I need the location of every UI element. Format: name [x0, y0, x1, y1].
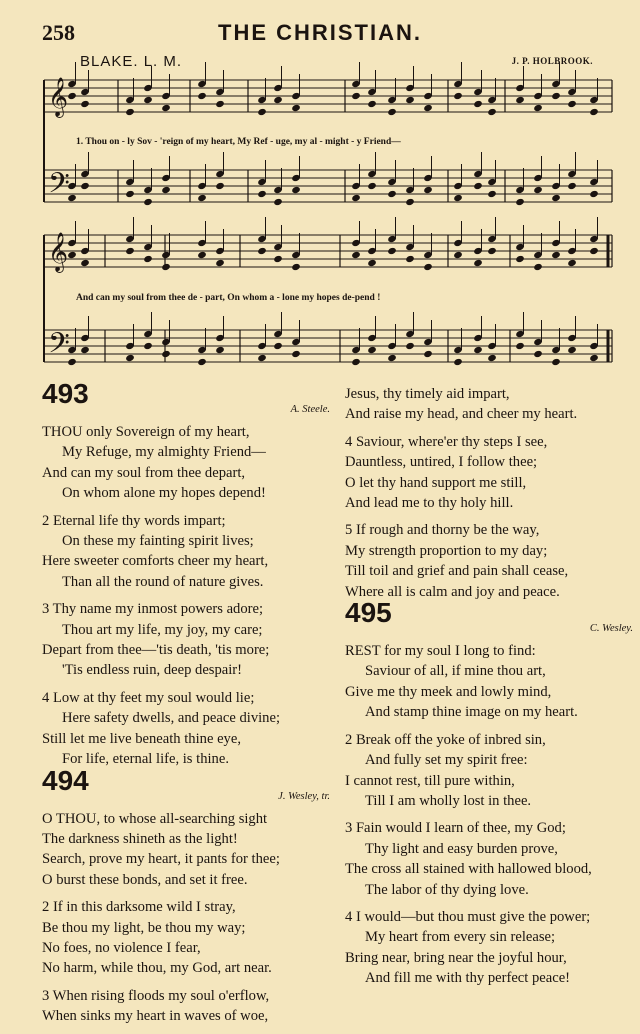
note-head	[387, 190, 397, 198]
stanza-2	[42, 511, 342, 593]
note-head	[80, 346, 90, 354]
note-head	[143, 198, 153, 206]
stanza-1	[42, 809, 342, 891]
note-head	[125, 190, 135, 198]
verse-line: Than all the round of nature gives.	[62, 573, 264, 590]
clef-glyphs	[48, 77, 70, 367]
note-head	[405, 96, 415, 104]
note-head	[487, 247, 497, 255]
verse-line: No harm, while thou, my God, art near.	[42, 960, 272, 977]
clef-glyph: 𝄞	[48, 77, 69, 117]
left-column	[42, 378, 342, 1034]
verse-line: The darkness shineth as the light!	[42, 830, 238, 847]
verse-line: My heart from every sin release;	[365, 929, 556, 946]
verse-line: And stamp thine image on my heart.	[365, 704, 578, 721]
note-head	[67, 251, 77, 259]
note-head	[215, 346, 225, 354]
note-head	[161, 263, 171, 271]
stanza-1	[345, 641, 640, 723]
clef-glyph: 𝄢	[48, 167, 70, 207]
note-head	[351, 358, 361, 366]
verse-line: 4 Saviour, where'er thy steps I see,	[345, 433, 548, 450]
note-head	[125, 354, 135, 362]
note-head	[291, 186, 301, 194]
verse-line: THOU only Sovereign of my heart,	[42, 424, 250, 440]
verse-line: Depart from thee—'tis death, 'tis more;	[42, 642, 270, 659]
hymn-493	[42, 378, 342, 770]
verse-line: Till toil and grief and pain shall cease,	[345, 563, 569, 580]
verse-line: 2 Break off the yoke of inbred sin,	[345, 731, 546, 748]
note-head	[423, 350, 433, 358]
verse-line: And fully set my spirit free:	[365, 752, 528, 769]
tune-name: BLAKE. L. M.	[80, 53, 183, 70]
note-head	[405, 198, 415, 206]
note-head	[273, 342, 283, 350]
verse-line: When sinks my heart in waves of woe,	[42, 1008, 269, 1025]
note-head	[143, 342, 153, 350]
note-head	[257, 190, 267, 198]
note-head	[161, 350, 171, 358]
lyric-line-1: 1. Thou on - ly Sov - 'reign of my heart, My Ref - uge, my al - might - y Friend—	[76, 137, 401, 147]
note-head	[533, 186, 543, 194]
verse-line: My strength proportion to my day;	[345, 542, 548, 559]
note-head	[473, 259, 483, 267]
verse-line: I cannot rest, till pure within,	[345, 772, 515, 789]
note-head	[291, 350, 301, 358]
hymn-author: A. Steele.	[290, 404, 330, 415]
note-head	[473, 182, 483, 190]
hymn-author: J. Wesley, tr.	[278, 790, 330, 802]
verse-line: O THOU, to whose all-searching sight	[42, 810, 268, 827]
note-head	[197, 358, 207, 366]
note-head	[67, 92, 77, 100]
note-head	[215, 182, 225, 190]
note-head	[567, 100, 577, 108]
note-head	[161, 104, 171, 112]
verse-line: 4 Low at thy feet my soul would lie;	[42, 689, 255, 706]
composer: J. P. HOLBROOK.	[511, 56, 593, 66]
verse-line: The cross all stained with hallowed blood,	[345, 861, 592, 878]
clef-glyph: 𝄞	[48, 232, 69, 272]
stanza-3	[42, 986, 342, 1027]
stanza-2	[345, 730, 640, 812]
note-head	[453, 251, 463, 259]
verse-line: 5 If rough and thorny be the way,	[345, 522, 540, 539]
hymn-number: 494	[42, 764, 89, 796]
note-head	[551, 194, 561, 202]
clef-glyph: 𝄢	[48, 327, 70, 367]
note-head	[273, 255, 283, 263]
stanza-3-continued	[345, 384, 640, 425]
verse-line: 3 Thy name my inmost powers adore;	[42, 601, 264, 618]
verse-line: 2 If in this darksome wild I stray,	[42, 899, 236, 916]
note-head	[197, 194, 207, 202]
verse-line: Be thou my light, be thou my way;	[42, 919, 246, 936]
page-title: THE CHRISTIAN.	[218, 20, 422, 45]
note-head	[567, 182, 577, 190]
verse-line: The labor of thy dying love.	[365, 881, 529, 898]
stanza-1	[42, 422, 342, 504]
note-head	[291, 263, 301, 271]
note-head	[387, 247, 397, 255]
note-head	[161, 186, 171, 194]
verse-line: On whom alone my hopes depend!	[62, 485, 266, 502]
note-head	[453, 92, 463, 100]
verse-line: My Refuge, my almighty Friend—	[62, 444, 266, 461]
note-head	[291, 104, 301, 112]
note-head	[551, 358, 561, 366]
note-head	[215, 100, 225, 108]
note-heads	[67, 62, 599, 366]
verse-line: And lead me to thy holy hill.	[345, 495, 514, 512]
note-head	[589, 354, 599, 362]
note-head	[567, 346, 577, 354]
note-head	[423, 104, 433, 112]
verse-line: Thou art my life, my joy, my care;	[62, 621, 263, 638]
hymn-number: 495	[345, 597, 392, 629]
hymn-number: 493	[42, 378, 89, 409]
verse-line: Give me thy meek and lowly mind,	[345, 683, 552, 700]
note-head	[551, 251, 561, 259]
note-head	[589, 190, 599, 198]
verse-line: 'Tis endless ruin, deep despair!	[62, 662, 243, 679]
stanza-3	[42, 599, 342, 681]
verse-line: Search, prove my heart, it pants for thee;	[42, 851, 280, 868]
verse-line: Thy light and easy burden prove,	[365, 840, 558, 857]
verse-line: O let thy hand support me still,	[345, 474, 527, 491]
note-head	[405, 342, 415, 350]
verse-line: On these my fainting spirit lives;	[62, 533, 254, 550]
note-head	[257, 108, 267, 116]
note-head	[453, 194, 463, 202]
verse-line: And fill me with thy perfect peace!	[365, 970, 571, 987]
note-head	[367, 346, 377, 354]
note-head	[387, 108, 397, 116]
hymn-495	[345, 597, 640, 989]
lyric-line-2: And can my soul from thee de - part, On whom a - lone my hopes de-pend !	[76, 293, 381, 303]
stanza-4	[345, 432, 640, 514]
note-head	[367, 100, 377, 108]
note-head	[515, 255, 525, 263]
bar-lines	[44, 80, 612, 362]
staff-lines	[44, 80, 612, 362]
verse-line: Jesus, thy timely aid impart,	[345, 386, 510, 402]
note-head	[143, 255, 153, 263]
note-head	[515, 198, 525, 206]
note-head	[551, 92, 561, 100]
note-head	[257, 354, 267, 362]
note-head	[533, 350, 543, 358]
note-head	[473, 100, 483, 108]
note-head	[589, 108, 599, 116]
note-head	[487, 354, 497, 362]
page-number: 258	[42, 20, 75, 45]
verse-line: Here sweeter comforts cheer my heart,	[42, 553, 269, 570]
verse-line: 3 When rising floods my soul o'erflow,	[42, 987, 270, 1004]
stanza-5	[345, 520, 640, 602]
note-head	[533, 263, 543, 271]
note-head	[423, 186, 433, 194]
note-head	[273, 96, 283, 104]
note-head	[487, 190, 497, 198]
stanza-2	[42, 897, 342, 979]
note-head	[351, 251, 361, 259]
verse-line: And can my soul from thee depart,	[42, 464, 246, 481]
verse-line: 2 Eternal life thy words impart;	[42, 512, 226, 529]
stanza-4	[42, 688, 342, 770]
note-head	[567, 259, 577, 267]
note-head	[351, 92, 361, 100]
verse-line: For life, eternal life, is thine.	[62, 751, 229, 768]
note-head	[215, 259, 225, 267]
verse-line: Saviour of all, if mine thou art,	[365, 663, 546, 680]
note-head	[143, 96, 153, 104]
note-head	[257, 247, 267, 255]
verse-line: O burst these bonds, and set it free.	[42, 871, 248, 888]
verse-line: Still let me live beneath thine eye,	[42, 730, 241, 747]
verse-line: No foes, no violence I fear,	[42, 939, 201, 956]
note-head	[197, 251, 207, 259]
note-head	[125, 108, 135, 116]
note-head	[367, 182, 377, 190]
hymn-494	[42, 764, 342, 1027]
stanza-4	[345, 907, 640, 989]
right-column	[345, 386, 640, 996]
note-head	[367, 259, 377, 267]
note-head	[453, 358, 463, 366]
note-head	[589, 247, 599, 255]
note-head	[387, 354, 397, 362]
note-head	[405, 255, 415, 263]
verse-line: Here safety dwells, and peace divine;	[62, 710, 281, 727]
note-head	[423, 263, 433, 271]
note-head	[197, 92, 207, 100]
verse-line: Where all is calm and joy and peace.	[345, 583, 560, 600]
note-head	[80, 182, 90, 190]
note-head	[273, 198, 283, 206]
note-head	[80, 259, 90, 267]
note-head	[515, 342, 525, 350]
note-head	[533, 104, 543, 112]
verse-line: Till I am wholly lost in thee.	[365, 792, 532, 809]
hymn-494-continued	[345, 384, 640, 602]
verse-line: 3 Fain would I learn of thee, my God;	[345, 820, 566, 837]
note-head	[487, 108, 497, 116]
music-score	[0, 0, 640, 385]
verse-line: REST for my soul I long to find:	[345, 643, 536, 660]
stanza-3	[345, 818, 640, 900]
hymn-author: C. Wesley.	[589, 623, 633, 635]
note-head	[473, 346, 483, 354]
verse-line: Bring near, bring near the joyful hour,	[345, 949, 567, 966]
note-head	[80, 100, 90, 108]
note-head	[515, 96, 525, 104]
verse-line: And raise my head, and cheer my heart.	[345, 406, 578, 423]
verse-line: Dauntless, untired, I follow thee;	[345, 454, 538, 471]
note-head	[125, 247, 135, 255]
note-head	[351, 194, 361, 202]
verse-line: 4 I would—but thou must give the power;	[345, 908, 591, 925]
